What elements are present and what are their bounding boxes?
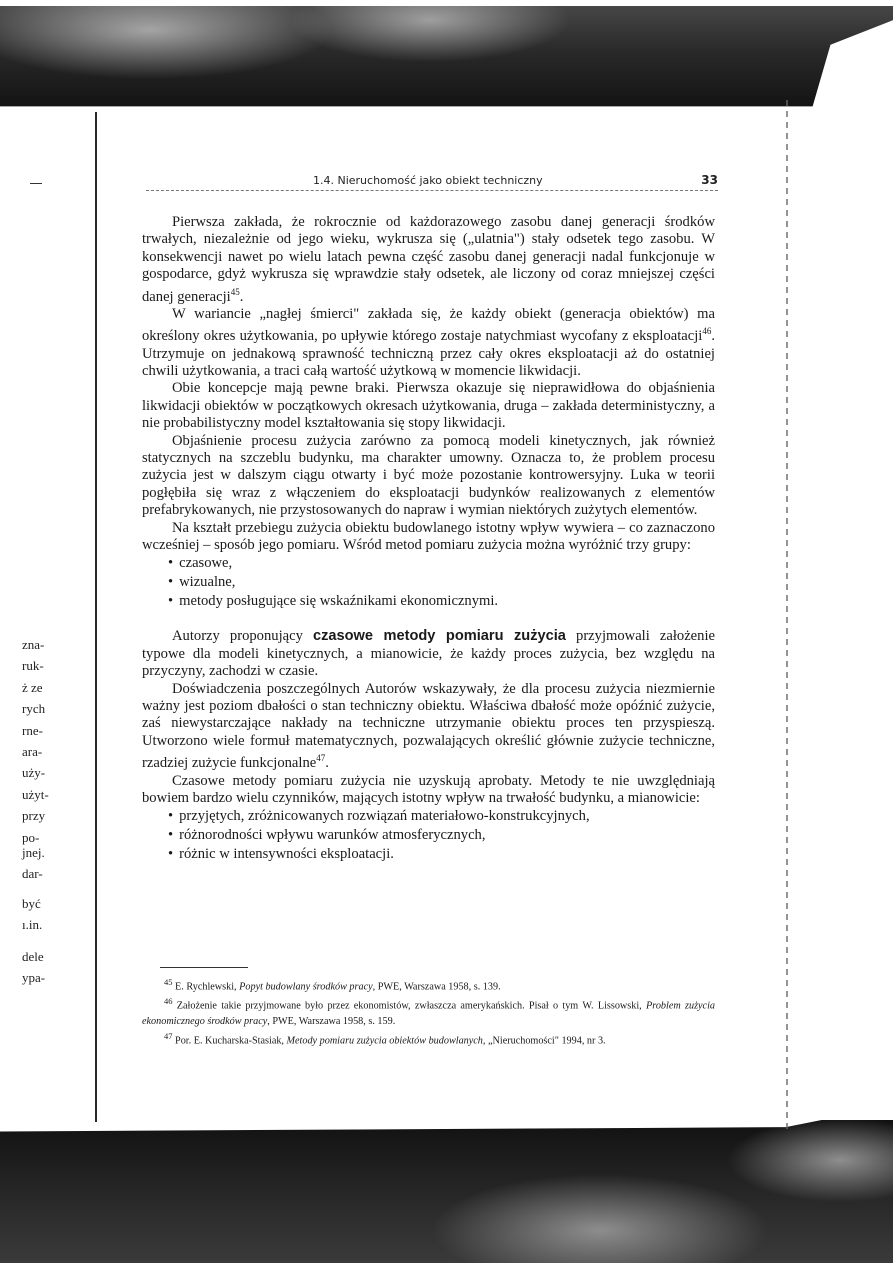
running-header	[146, 172, 718, 191]
footnote-47	[142, 1029, 715, 1048]
paragraph-5: Na kształt przebiegu zużycia obiektu budowlanego istotny wpływ wywiera – co zaznaczono wcześniej – sposób jego pomiaru. Wśród metod pomiaru zużycia można wyróżnić trzy grupy:	[142, 519, 715, 554]
fragment: ypa-	[22, 970, 46, 986]
fragment: ı.in.	[22, 917, 43, 933]
paragraph-text: Autorzy proponujący	[172, 628, 313, 645]
fragment: ż ze	[22, 679, 43, 695]
paragraph-text: .	[239, 288, 244, 305]
fragment: rne-	[22, 722, 43, 738]
footnotes	[142, 975, 715, 1048]
opposite-page-fragments-d	[22, 946, 62, 989]
paragraph-text: .	[325, 755, 329, 772]
list-item: • metody posługujące się wskaźnikami ekonomicznymi.	[168, 592, 715, 611]
fragment: być	[22, 896, 41, 911]
paragraph-3: Obie koncepcje mają pewne braki. Pierwsza okazuje się nieprawidłowa do objaśnienia likwidacji obiektów w początkowych okresach użytkowania, druga – zakłada deterministyczny, a nie probabilistyczny model kształtowania się stopy likwidacji.	[142, 380, 715, 432]
factors-list	[142, 807, 715, 864]
book-spine	[95, 112, 97, 1122]
opposite-page-margin	[0, 112, 22, 1122]
paragraph-8: Czasowe metody pomiaru zużycia nie uzyskują aprobaty. Metody te nie uwzględniają bowiem bardzo wielu czynników, mających istotny wpływ na trwałość budynku, a mianowicie:	[142, 772, 715, 806]
list-item: • różnic w intensywności eksploatacji.	[168, 845, 715, 864]
paragraph-7	[142, 681, 715, 773]
footnote-ref: 47	[316, 753, 326, 764]
scan-shadow-top	[0, 0, 893, 112]
scan-top-edge	[0, 0, 893, 6]
scan-shadow-bottom	[0, 1120, 893, 1263]
list-item: • wizualne,	[168, 573, 715, 592]
fragment: użyt-	[22, 786, 49, 802]
paragraph-1	[142, 214, 715, 306]
list-item: • czasowe,	[168, 554, 715, 573]
emphasis-text: czasowe metody pomiaru zużycia	[312, 628, 566, 645]
footnote-46	[142, 994, 715, 1028]
paragraph-text: przyjmowali założenie typowe dla modeli kinetycznych, a mianowicie, że każdy proces zużycia, bez względu na przyczyny, zachodzi w czasie.	[142, 628, 715, 680]
footnote-text: , „Nieruchomości" 1994, nr 3.	[482, 1035, 606, 1047]
paragraph-4: Objaśnienie procesu zużycia zarówno za pomocą modeli kinetycznych, jak również statycznych na szczeblu budynku, ma charakter umowny. Oznacza to, że problem procesu zużycia jest w dalszym ciągu otwarty i być może pozostanie kontrowersyjny. Luka w teorii pogłębiła się wraz z włączeniem do eksploatacji budynków realizowanych z elementów prefabrykowanych, nie przystosowanych do napraw i wymian niektórych zużytych elementów.	[142, 432, 715, 519]
page-number: 33	[701, 173, 718, 187]
footnote-text: Założenie takie przyjmowane było przez ekonomistów, zwłaszcza amerykańskich. Pisał o tym W. Lissowski,	[172, 1000, 647, 1012]
fragment: rych	[22, 701, 46, 717]
paragraph-text: Pierwsza zakłada, że rokrocznie od każdorazowego zasobu danej generacji środków trwałych, niezależnie od jego wieku, wykrusza się („ulatnia") stały odsetek tego zasobu. W konsekwencji nawet po wielu latach pewna część zasobu danej generacji nadal funkcjonuje w gospodarce, gdyż wykrusza się wprawdzie stały odsetek, ale liczony od coraz mniejszej części danej generacji	[142, 214, 715, 305]
footnote-ref: 46	[702, 326, 712, 337]
main-text	[142, 214, 715, 864]
running-title: 1.4. Nieruchomość jako obiekt techniczny	[313, 174, 543, 187]
opposite-page-rule	[30, 183, 42, 184]
fragment: przy	[22, 808, 46, 824]
paragraph-text: W wariancie „nagłej śmierci" zakłada się, że każdy obiekt (generacja obiektów) ma określony okres użytkowania, po upływie którego zostaje natychmiast wycofany z eksploatacji	[142, 305, 715, 345]
footnote-text: , PWE, Warszawa 1958, s. 159.	[267, 1015, 396, 1027]
opposite-page-fragments-b	[22, 842, 62, 885]
fragment: dele	[22, 949, 44, 964]
footnote-number: 46	[164, 996, 173, 1007]
footnote-number: 47	[164, 1030, 173, 1041]
paragraph-gap	[142, 611, 715, 628]
list-item: • przyjętych, zróżnicowanych rozwiązań materiałowo-konstrukcyjnych,	[168, 807, 715, 826]
fragment: ruk-	[22, 658, 44, 674]
paragraph-text: . Utrzymuje on jednakową sprawność techniczną przez cały okres eksploatacji aż do ostatniej chwili użytkowania, a traci całą wartość użytkową w momencie likwidacji.	[142, 328, 715, 379]
paragraph-6	[142, 628, 715, 680]
footnote-45	[142, 975, 715, 994]
fragment: uży-	[22, 765, 46, 781]
paragraph-2	[142, 306, 715, 380]
footnote-text: E. Rychlewski,	[172, 981, 240, 993]
opposite-page-fragments-c	[22, 893, 62, 936]
list-item: • różnorodności wpływu warunków atmosferycznych,	[168, 826, 715, 845]
footnote-ref: 45	[230, 286, 240, 297]
fragment: ara-	[22, 744, 43, 760]
fragment: zna-	[22, 637, 45, 652]
footnote-title: Problem zużycia ekonomicznego środków pracy	[142, 1000, 715, 1027]
paragraph-text: Doświadczenia poszczególnych Autorów wskazywały, że dla procesu zużycia niezmiernie ważny jest poziom dbałości o stan techniczny obiektu. Właściwa dbałość może opóźnić zużycie, zaś niewystarczające nakłady na techniczne utrzymanie obiektu proces ten przyspieszą. Utworzono wiele formuł matematycznych, pozwalających określić głównie zużycie techniczne, rzadziej zużycie funkcjonalne	[142, 680, 715, 772]
footnote-separator	[160, 967, 248, 968]
footnote-text: Por. E. Kucharska-Stasiak,	[172, 1035, 287, 1047]
page-edge	[786, 100, 788, 1130]
footnote-title: Popyt budowlany środków pracy	[239, 981, 373, 993]
fragment: jnej.	[22, 845, 45, 860]
groups-list	[142, 554, 715, 611]
footnote-number: 45	[164, 977, 173, 987]
opposite-page-fragments-a	[22, 634, 62, 848]
fragment: po-	[22, 829, 40, 845]
fragment: dar-	[22, 866, 43, 882]
footnote-title: Metody pomiaru zużycia obiektów budowlanych	[286, 1035, 483, 1047]
footnote-text: , PWE, Warszawa 1958, s. 139.	[372, 981, 501, 993]
